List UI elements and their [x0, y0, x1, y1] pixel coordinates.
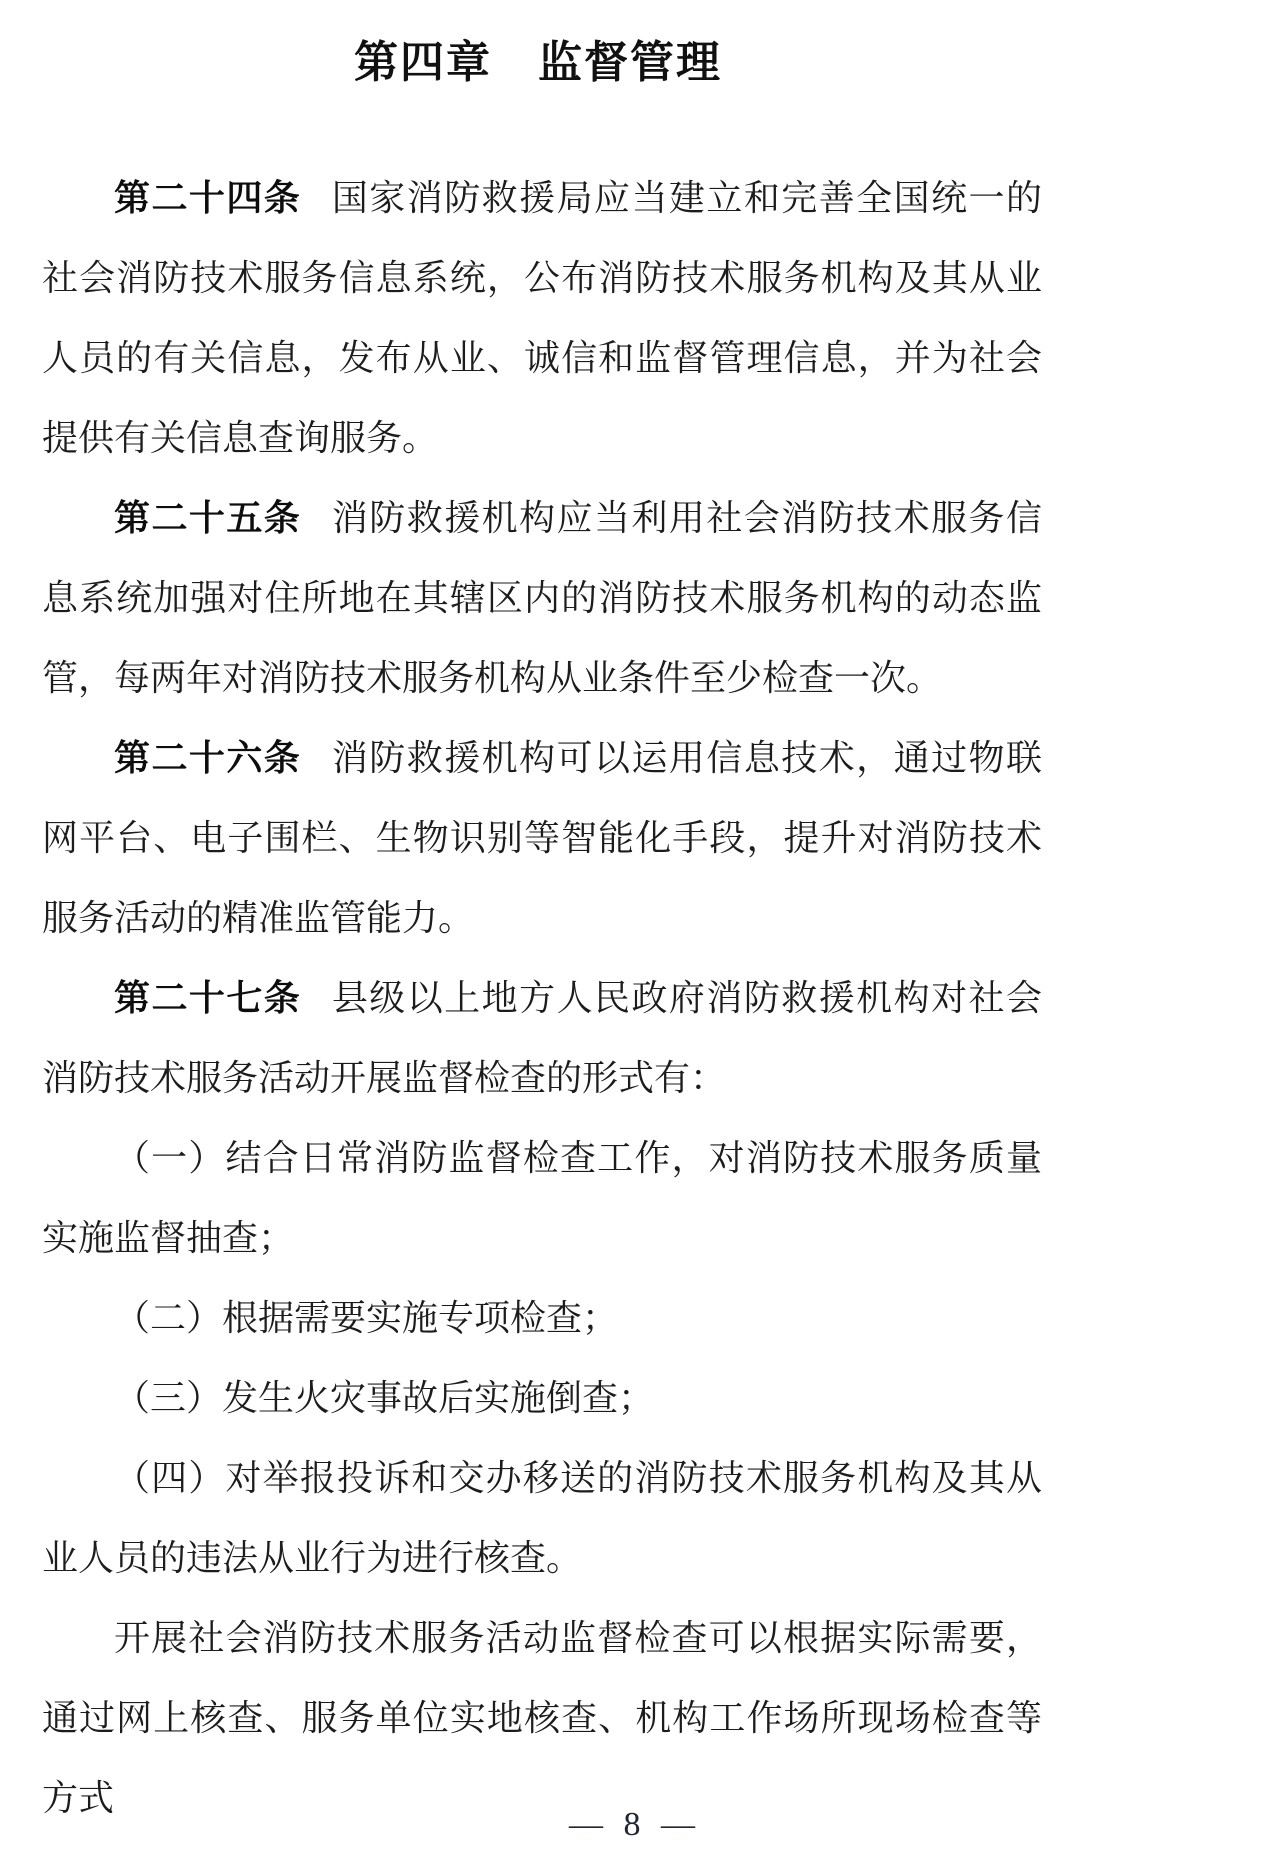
- page-number: — 8 —: [569, 1806, 701, 1843]
- list-item-1-text: （一）结合日常消防监督检查工作，对消防技术服务质量实施监督抽查；: [42, 1138, 1042, 1258]
- article-24-paragraph: [42, 158, 1042, 478]
- list-item-3: [42, 1358, 1042, 1438]
- list-item-2: [42, 1278, 1042, 1358]
- article-27-paragraph: [42, 958, 1042, 1118]
- article-24-number: 第二十四条: [114, 177, 302, 218]
- article-25-paragraph: [42, 478, 1042, 718]
- article-body: [42, 158, 1042, 1838]
- article-25-number: 第二十五条: [114, 497, 302, 538]
- article-26-number: 第二十六条: [114, 737, 302, 778]
- list-item-4: [42, 1438, 1042, 1598]
- chapter-title: 第四章 监督管理: [354, 38, 722, 87]
- article-27-number: 第二十七条: [114, 977, 302, 1018]
- article-24-text: 国家消防救援局应当建立和完善全国统一的社会消防技术服务信息系统，公布消防技术服务机构及其从业人员的有关信息，发布从业、诚信和监督管理信息，并为社会提供有关信息查询服务。: [42, 178, 1042, 458]
- article-25-text: 消防救援机构应当利用社会消防技术服务信息系统加强对住所地在其辖区内的消防技术服务机构的动态监管，每两年对消防技术服务机构从业条件至少检查一次。: [42, 498, 1042, 698]
- list-item-1: [42, 1118, 1042, 1278]
- closing-paragraph-text: 开展社会消防技术服务活动监督检查可以根据实际需要，通过网上核查、服务单位实地核查、机构工作场所现场检查等方式: [42, 1618, 1042, 1818]
- list-item-4-text: （四）对举报投诉和交办移送的消防技术服务机构及其从业人员的违法从业行为进行核查。: [42, 1458, 1042, 1578]
- article-27-text: 县级以上地方人民政府消防救援机构对社会消防技术服务活动开展监督检查的形式有：: [42, 978, 1042, 1098]
- list-item-3-text: （三）发生火灾事故后实施倒查；: [114, 1378, 655, 1418]
- closing-paragraph: [42, 1598, 1042, 1838]
- article-26-paragraph: [42, 718, 1042, 958]
- list-item-2-text: （二）根据需要实施专项检查；: [114, 1298, 619, 1338]
- article-26-text: 消防救援机构可以运用信息技术，通过物联网平台、电子围栏、生物识别等智能化手段，提升对消防技术服务活动的精准监管能力。: [42, 738, 1042, 938]
